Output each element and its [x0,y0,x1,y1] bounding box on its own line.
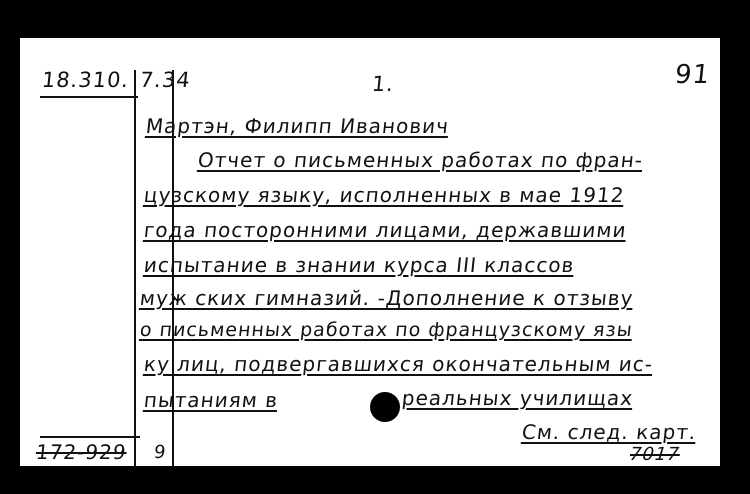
scan-border-right [720,0,750,494]
card-date: 7.34 [138,68,193,92]
title-line: пытаниям в [142,388,280,412]
ink-blot [370,392,400,422]
scan-border-top [0,0,750,36]
page-number: 91 [673,60,712,90]
title-line: испытание в знании курса III классов [142,253,576,277]
scan-border-bottom [0,466,750,494]
title-line: о письменных работах по французскому язы [138,319,634,341]
author-name: Мартэн, Филипп Иванович [144,114,451,138]
margin-rule [40,96,138,98]
catalog-number: 18.310. [40,68,131,92]
margin-rule [40,436,140,438]
continuation-note: См. след. карт. [520,420,698,444]
title-line: реальных училищах [400,386,635,410]
title-line: Отчет о письменных работах по фран- [196,148,645,172]
card-number: 1. [370,72,396,96]
title-line: года посторонними лицами, державшими [142,218,628,242]
stamp-number: 7017 [628,444,681,465]
margin-line-left [134,70,136,466]
shelf-mark: 172-929 [34,440,128,464]
title-line: муж ских гимназий. -Дополнение к отзыву [138,286,635,310]
shelf-mark-suffix: 9 [152,442,168,463]
title-line: ку лиц, подвергавшихся окончательным ис- [142,352,655,376]
title-line: цузскому языку, исполненных в мае 1912 [142,183,626,207]
